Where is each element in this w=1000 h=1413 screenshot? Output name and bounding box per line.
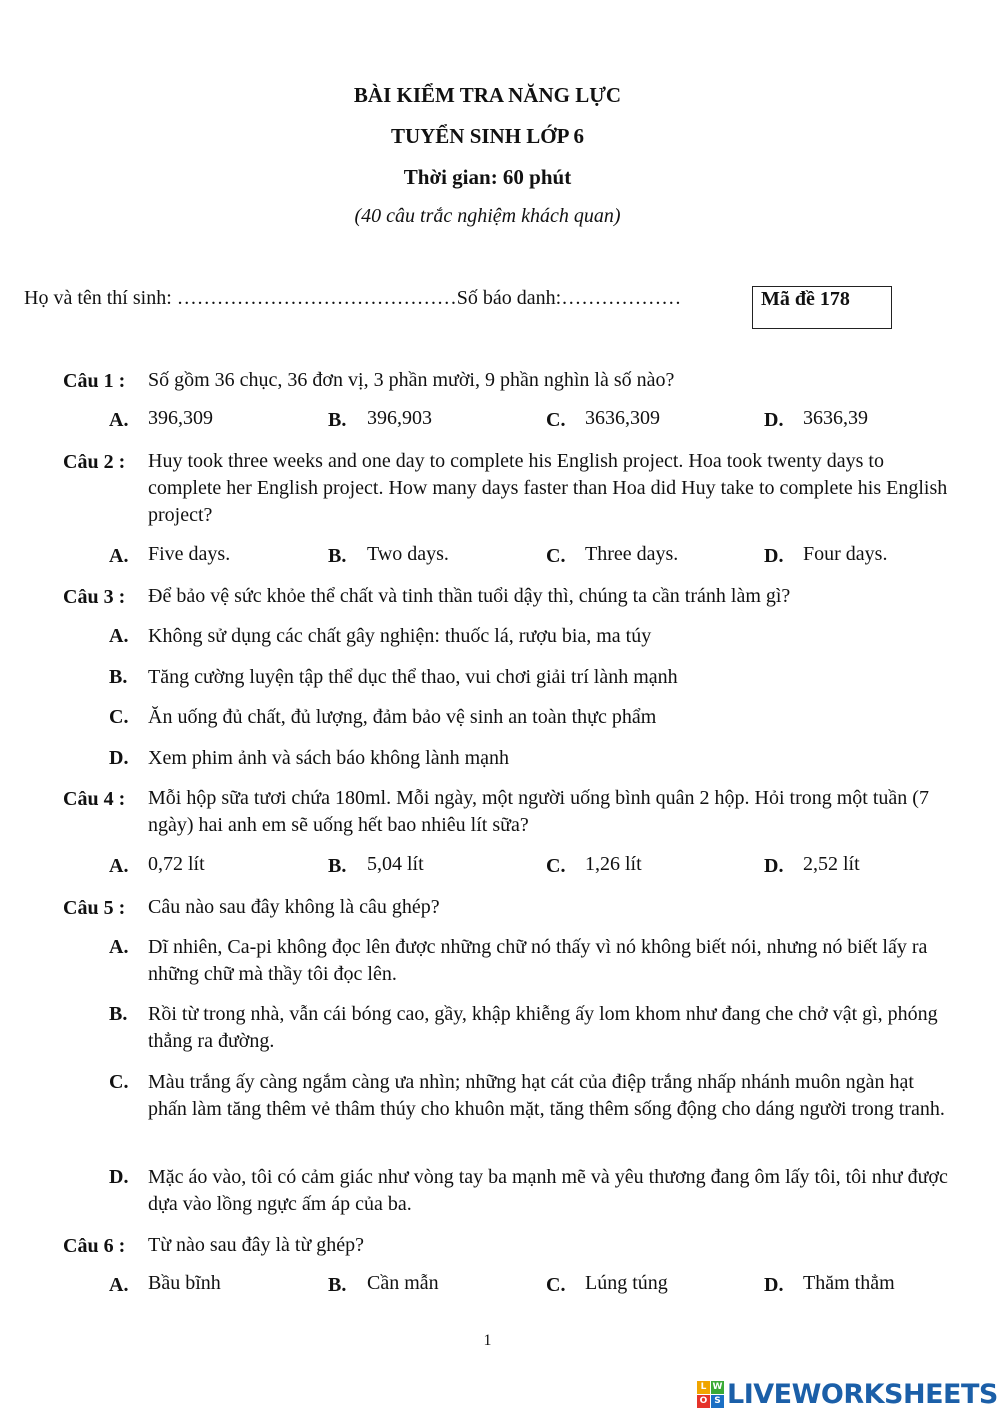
option-text: Bầu bĩnh — [148, 1272, 221, 1294]
option-letter: D. — [764, 855, 784, 877]
option-letter: C. — [109, 706, 129, 728]
option-text: Màu trắng ấy càng ngắm càng ưa nhìn; những hạt cát của điệp trắng nhấp nhánh muôn ngàn hạt phấn làm tăng thêm vẻ thâm thúy cho khuôn mặt, tăng thêm sống động cho dáng người trong tranh. — [148, 1071, 945, 1120]
option-letter: D. — [764, 409, 784, 431]
liveworksheets-logo — [697, 1379, 998, 1409]
option-letter: A. — [109, 855, 129, 877]
option-letter: C. — [109, 1071, 129, 1093]
exam-subtitle: TUYỂN SINH LỚP 6 — [390, 124, 585, 148]
option-letter: C. — [546, 409, 566, 431]
option-text: Xem phim ảnh và sách báo không lành mạnh — [148, 747, 510, 769]
option-text: Cần mẫn — [367, 1272, 439, 1294]
question-text: Huy took three weeks and one day to complete his English project. Hoa took twenty days to complete her English project. How many days faster than Hoa did Huy take to complete his English project? — [148, 450, 948, 526]
exam-note: (40 câu trắc nghiệm khách quan) — [354, 205, 621, 227]
question-text: Số gồm 36 chục, 36 đơn vị, 3 phần mười, 9 phần nghìn là số nào? — [148, 369, 675, 391]
option-text: 0,72 lít — [148, 853, 205, 875]
option-text: Lúng túng — [585, 1272, 668, 1294]
option-text: Rồi từ trong nhà, vẫn cái bóng cao, gầy, khập khiễng ấy lom khom như đang che chở vật gì, phóng thẳng ra đường. — [148, 1003, 938, 1052]
logo-mark-cell: W — [712, 1381, 723, 1392]
question-text: Câu nào sau đây không là câu ghép? — [148, 896, 440, 918]
option-text: 2,52 lít — [803, 853, 860, 875]
option-text: Mặc áo vào, tôi có cảm giác như vòng tay ba mạnh mẽ và yêu thương đang ôm lấy tôi, tôi như được dựa vào lồng ngực ấm áp của ba. — [148, 1166, 948, 1215]
question-label: Câu 5 : — [63, 897, 126, 919]
logo-mark-cell: O — [697, 1395, 710, 1408]
question-text: Từ nào sau đây là từ ghép? — [148, 1234, 365, 1256]
option-text: 3636,309 — [585, 407, 660, 429]
question-label: Câu 2 : — [63, 451, 126, 473]
exam-title: BÀI KIỂM TRA NĂNG LỰC — [353, 83, 622, 107]
option-text: 1,26 lít — [585, 853, 642, 875]
option-letter: B. — [109, 1003, 128, 1025]
option-letter: B. — [328, 855, 347, 877]
option-letter: C. — [546, 855, 566, 877]
logo-mark-cell: S — [711, 1395, 724, 1408]
logo-mark-cell: L — [697, 1381, 710, 1394]
liveworksheets-mark-icon — [697, 1381, 724, 1408]
option-text: Three days. — [585, 543, 679, 565]
page-number: 1 — [483, 1332, 492, 1349]
option-letter: C. — [546, 545, 566, 567]
option-letter: A. — [109, 545, 129, 567]
option-text: 396,309 — [148, 407, 213, 429]
option-text: Ăn uống đủ chất, đủ lượng, đảm bảo vệ sinh an toàn thực phẩm — [148, 706, 657, 728]
option-text: 3636,39 — [803, 407, 868, 429]
question-label: Câu 4 : — [63, 788, 126, 810]
option-letter: A. — [109, 936, 129, 958]
question-label: Câu 6 : — [63, 1235, 126, 1257]
option-letter: A. — [109, 409, 129, 431]
option-letter: D. — [764, 545, 784, 567]
option-text: 396,903 — [367, 407, 432, 429]
option-letter: D. — [109, 747, 129, 769]
option-letter: D. — [764, 1274, 784, 1296]
option-text: 5,04 lít — [367, 853, 424, 875]
option-letter: A. — [109, 625, 129, 647]
option-letter: B. — [109, 666, 128, 688]
student-info-line: Họ và tên thí sinh: ……………………………………Số báo danh:……………… — [24, 287, 682, 309]
option-text: Four days. — [803, 543, 888, 565]
option-letter: D. — [109, 1166, 129, 1188]
option-text: Không sử dụng các chất gây nghiện: thuốc lá, rượu bia, ma túy — [148, 625, 652, 647]
option-text: Thăm thẳm — [803, 1272, 895, 1294]
question-text: Để bảo vệ sức khỏe thể chất và tinh thần tuổi dậy thì, chúng ta cần tránh làm gì? — [148, 585, 791, 607]
exam-time: Thời gian: 60 phút — [403, 165, 572, 189]
option-text: Five days. — [148, 543, 231, 565]
question-text: Mỗi hộp sữa tươi chứa 180ml. Mỗi ngày, một người uống bình quân 2 hộp. Hỏi trong một tuần (7 ngày) hai anh em sẽ uống hết bao nhiêu lít sữa? — [148, 787, 929, 836]
question-label: Câu 1 : — [63, 370, 126, 392]
option-text: Dĩ nhiên, Ca-pi không đọc lên được những chữ nó thấy vì nó không biết nói, nhưng nó biết lấy ra những chữ mà thầy tôi đọc lên. — [148, 936, 928, 985]
option-letter: B. — [328, 1274, 347, 1296]
option-letter: C. — [546, 1274, 566, 1296]
option-letter: B. — [328, 545, 347, 567]
option-letter: A. — [109, 1274, 129, 1296]
option-text: Tăng cường luyện tập thể dục thể thao, vui chơi giải trí lành mạnh — [148, 666, 678, 688]
liveworksheets-wordmark: LIVEWORKSHEETS — [727, 1378, 998, 1410]
exam-code-box: Mã đề 178 — [752, 286, 892, 329]
question-label: Câu 3 : — [63, 586, 126, 608]
option-text: Two days. — [367, 543, 449, 565]
option-letter: B. — [328, 409, 347, 431]
